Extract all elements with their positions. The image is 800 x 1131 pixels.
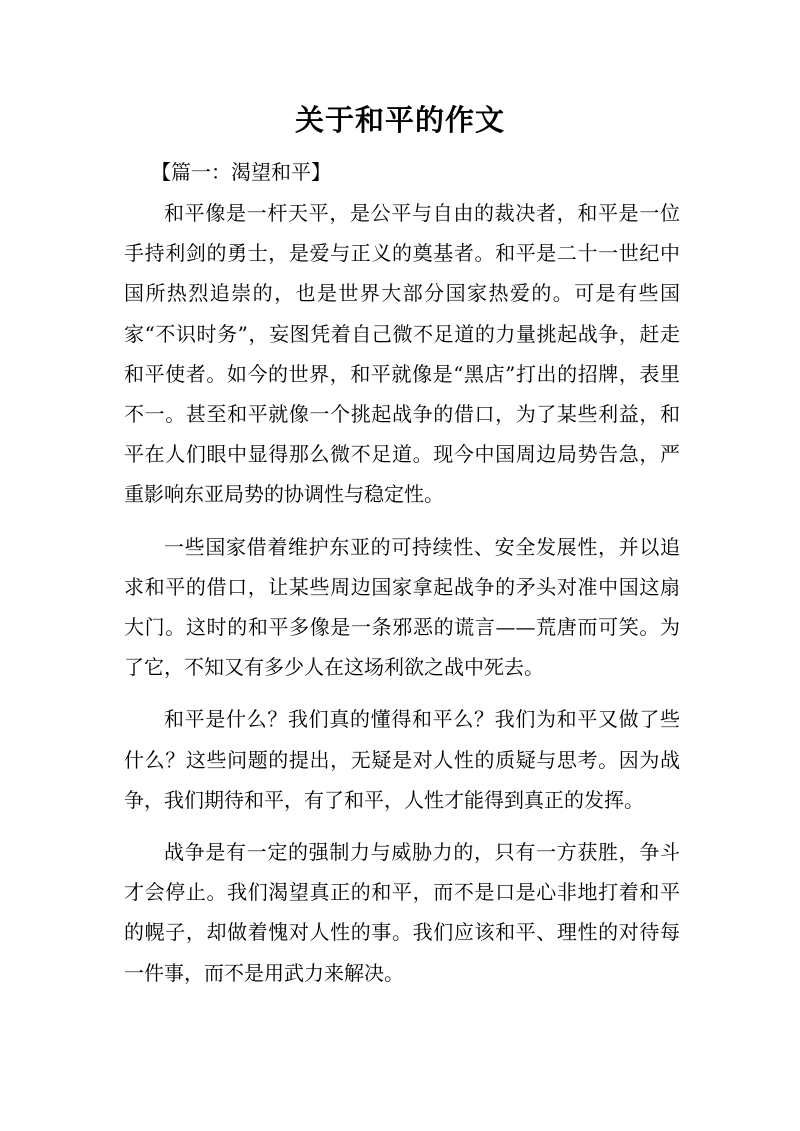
document-title: 关于和平的作文 [294, 103, 505, 137]
document-body [124, 193, 680, 993]
section-heading: 【篇一：渴望和平】 [151, 160, 331, 184]
paragraph-2: 一些国家借着维护东亚的可持续性、安全发展性，并以追求和平的借口，让某些周边国家拿起战争的矛头对准中国这扇大门。这时的和平多像是一条邪恶的谎言——荒唐而可笑。为了它，不知又有多少人在这场利欲之战中死去。 [124, 534, 680, 680]
paragraph-4: 战争是有一定的强制力与威胁力的，只有一方获胜，争斗才会停止。我们渴望真正的和平，而不是口是心非地打着和平的幌子，却做着愧对人性的事。我们应该和平、理性的对待每一件事，而不是用武力来解决。 [124, 840, 680, 985]
paragraph-1: 和平像是一杆天平，是公平与自由的裁决者，和平是一位手持利剑的勇士，是爱与正义的奠基者。和平是二十一世纪中国所热烈追崇的，也是世界大部分国家热爱的。可是有些国家“不识时务”，妄图凭着自己微不足道的力量挑起战争，赶走和平使者。如今的世界，和平就像是“黑店”打出的招牌，表里不一。甚至和平就像一个挑起战争的借口，为了某些利益，和平在人们眼中显得那么微不足道。现今中国周边局势告急，严重影响东亚局势的协调性与稳定性。 [124, 201, 680, 507]
paragraph-3: 和平是什么？我们真的懂得和平么？我们为和平又做了些什么？这些问题的提出，无疑是对人性的质疑与思考。因为战争，我们期待和平，有了和平，人性才能得到真正的发挥。 [124, 707, 680, 812]
